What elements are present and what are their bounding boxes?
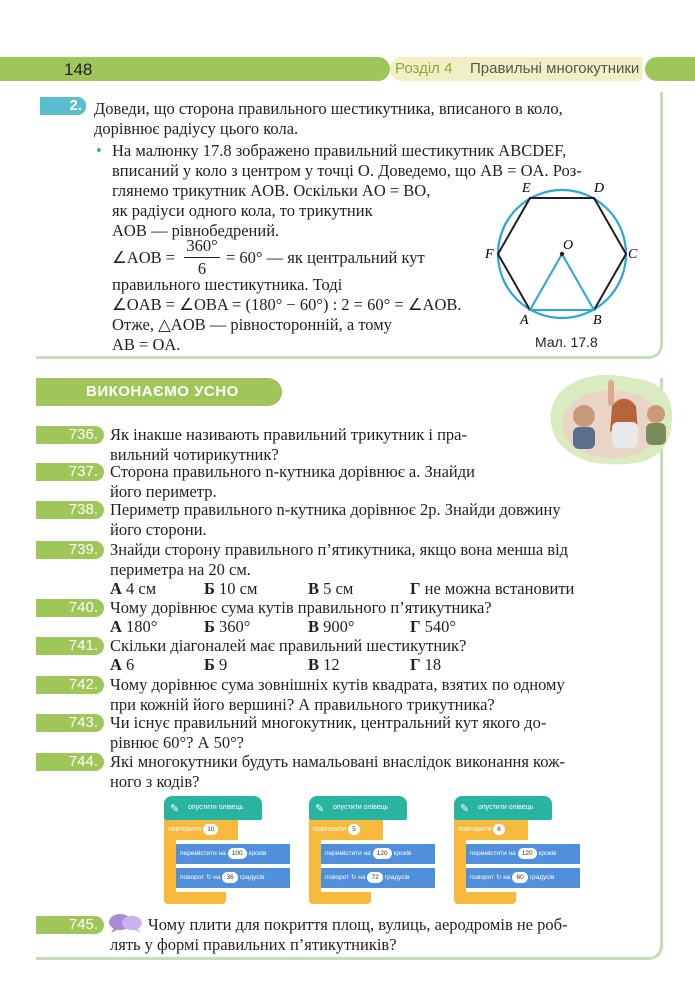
task-740-option-a: А 180° (110, 617, 158, 636)
angle-lhs: ∠AOB = (112, 248, 176, 267)
task-number-743: 743. (36, 714, 104, 732)
solution-line-4: як радіуси одного кола, то трикутник (112, 201, 373, 220)
figure-caption: Мал. 17.8 (535, 334, 598, 350)
repeat-block: повторити 5 (309, 820, 383, 840)
task-736-line-2: вильний чотирикутник? (110, 445, 279, 464)
task-736-line-1: Як інакше називають правильний трикутник і пра- (110, 425, 467, 444)
bullet-icon: • (96, 141, 102, 160)
task-number-744: 744. (36, 753, 104, 771)
task-number-742: 742. (36, 676, 104, 694)
repeat-side (309, 840, 321, 892)
solution-line-8: Отже, △AOB — рівносторонній, а тому (112, 315, 392, 334)
solution-line-1: На малюнку 17.8 зображено правильний шестикутник ABCDEF, (112, 141, 567, 160)
task-number-745: 745. (36, 916, 104, 934)
rotate-icon: ↻ (496, 874, 502, 881)
turn-block: поворот ↻ на 60 градусів (466, 868, 580, 888)
task-number-737: 737. (36, 463, 104, 481)
task-739-line-1: Знайди сторону правильного п’ятикутника, якщо вона менша від (110, 540, 569, 559)
task-740-option-d: Г 540° (410, 617, 456, 636)
task-743-line-1: Чи існує правильний многокутник, центральний кут якого до- (110, 713, 547, 732)
task-739-option-a: А 4 см (110, 579, 157, 598)
solution-line-2: вписаний у коло з центром у точці O. Доведемо, що AB = OA. Роз- (112, 161, 582, 180)
task-number-736: 736. (36, 426, 104, 444)
label-a: A (520, 313, 529, 326)
label-c: C (628, 247, 638, 262)
repeat-side (164, 840, 176, 892)
task-740-option-c: В 900° (308, 617, 355, 636)
task-738-line-1: Периметр правильного n-кутника дорівнює 2p. Знайди довжину (110, 500, 561, 519)
rotate-icon: ↻ (351, 874, 357, 881)
turn-block: поворот ↻ на 72 градусів (321, 868, 435, 888)
pencil-icon: ✎ (460, 803, 470, 815)
task-737-line-1: Сторона правильного n-кутника дорівнює a. Знайди (110, 462, 475, 481)
task-743-line-2: рівнює 60°? А 50°? (110, 733, 244, 752)
example-line-2: дорівнює радіусу цього кола. (94, 119, 299, 138)
task-741-option-a: А 6 (110, 655, 135, 674)
fraction-bar (184, 257, 220, 258)
hexagon-figure (482, 176, 642, 326)
task-739-line-2: периметра на 20 см. (110, 560, 251, 579)
move-block: перемістити на 100 кроків (176, 844, 290, 864)
solution-line-5: AOB — рівнобедрений. (112, 221, 280, 240)
task-741-option-d: Г 18 (410, 655, 442, 674)
rotate-icon: ↻ (206, 874, 212, 881)
repeat-bottom (309, 892, 371, 904)
turn-block: поворот ↻ на 36 градусів (176, 868, 290, 888)
task-738-line-2: його сторони. (110, 520, 207, 539)
triangle-aob (530, 254, 594, 310)
task-740-option-b: Б 360° (204, 617, 251, 636)
solution-line-3: глянемо трикутник AOB. Оскільки AO = BO, (112, 181, 431, 200)
repeat-bottom (454, 892, 516, 904)
code-block-2 (309, 796, 431, 904)
repeat-block: повторити 10 (164, 820, 238, 840)
move-block: перемістити на 120 кроків (466, 844, 580, 864)
pencil-icon: ✎ (315, 803, 325, 815)
task-number-738: 738. (36, 501, 104, 519)
code-block-1 (164, 796, 286, 904)
task-744-line-1: Які многокутники будуть намальовані внаслідок виконання кож- (110, 752, 565, 771)
task-739-option-b: Б 10 см (204, 579, 258, 598)
code-block-3 (454, 796, 576, 904)
label-f: F (485, 247, 494, 262)
task-742-line-1: Чому дорівнює сума зовнішніх кутів квадрата, взятих по одному (110, 675, 565, 694)
move-block: перемістити на 120 кроків (321, 844, 435, 864)
section-title: Правильні многокутники (470, 60, 640, 77)
students-photo (546, 372, 678, 468)
task-737-line-2: його периметр. (110, 482, 217, 501)
example-number: 2. (40, 97, 86, 115)
solution-line-9: AB = OA. (112, 335, 181, 354)
label-b: B (593, 313, 602, 326)
page-number: 148 (64, 60, 93, 79)
repeat-block: повторити 6 (454, 820, 528, 840)
label-o: O (563, 238, 574, 253)
task-741-option-b: Б 9 (204, 655, 228, 674)
task-number-741: 741. (36, 637, 104, 655)
task-742-line-2: при кожній його вершині? А правильного трикутника? (110, 695, 495, 714)
task-744-line-2: ного з кодів? (110, 772, 200, 791)
repeat-bottom (164, 892, 226, 904)
label-d: D (594, 181, 605, 196)
example-line-1: Доведи, що сторона правильного шестикутника, вписаного в коло, (94, 99, 563, 118)
task-741-line-1: Скільки діагоналей має правильний шестикутник? (110, 636, 467, 655)
header-bar-left (0, 57, 390, 81)
label-e: E (522, 181, 531, 196)
task-740-line-1: Чому дорівнює сума кутів правильного п’ятикутника? (110, 598, 492, 617)
task-745-line-1: Чому плити для покриття площ, вулиць, аеродромів не роб- (148, 915, 568, 934)
header-bar-end (645, 57, 695, 81)
pencil-icon: ✎ (170, 803, 180, 815)
pen-down-block: опустити олівець (164, 796, 262, 820)
angle-rhs: = 60° — як центральний кут (226, 248, 425, 267)
task-739-option-d: Г не можна встановити (410, 579, 575, 598)
fraction-denominator: 6 (197, 259, 207, 278)
pen-down-block: опустити олівець (309, 796, 407, 820)
task-741-option-c: В 12 (308, 655, 340, 674)
repeat-side (454, 840, 466, 892)
pen-down-block: опустити олівець (454, 796, 552, 820)
discussion-icon (108, 912, 144, 934)
task-number-740: 740. (36, 599, 104, 617)
oral-section-title: ВИКОНАЄМО УСНО (86, 383, 239, 400)
fraction-numerator: 360° (186, 236, 218, 255)
task-number-739: 739. (36, 541, 104, 559)
task-745-line-2: лять у формі правильних п’ятикутників? (110, 935, 397, 954)
solution-line-6: правильного шестикутника. Тоді (112, 275, 343, 294)
solution-line-7: ∠OAB = ∠OBA = (180° − 60°) : 2 = 60° = ∠AOB. (112, 295, 462, 314)
task-739-option-c: В 5 см (308, 579, 354, 598)
section-label: Розділ 4 (395, 60, 453, 77)
